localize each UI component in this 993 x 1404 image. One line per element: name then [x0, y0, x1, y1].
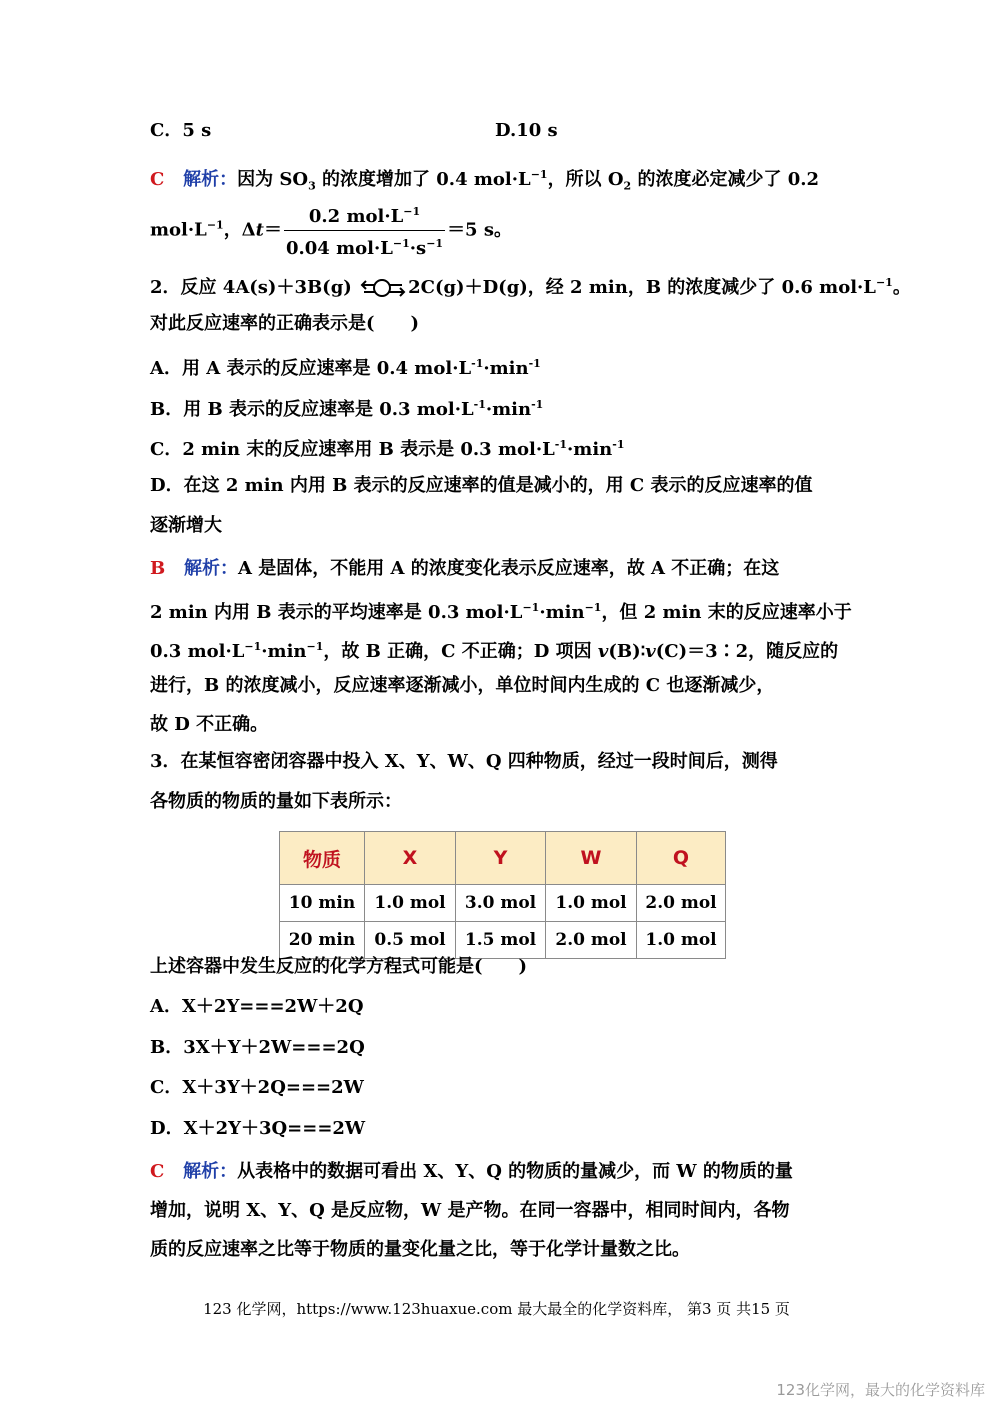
q2-option-b — [150, 393, 543, 422]
substance-amount-table — [279, 831, 726, 959]
q3-analysis-line2: 增加，说明 X、Y、Q 是反应物，W 是产物。在同一容器中，相同时间内，各物 — [150, 1200, 790, 1221]
superscript: -1 — [554, 438, 567, 451]
q2-analysis-line1 — [150, 557, 779, 581]
fraction-numerator — [284, 201, 445, 231]
subscript: 2 — [623, 179, 632, 193]
variable-v: v — [597, 641, 609, 662]
superscript: −1 — [244, 640, 262, 653]
text: ＝ — [263, 219, 282, 241]
q3-analysis-line1 — [150, 1160, 793, 1184]
variable-v: v — [645, 641, 656, 662]
table-header-cell: W — [546, 832, 637, 885]
text: 因为 SO — [237, 169, 309, 190]
q3-option-c: C．X＋3Y＋2Q===2W — [150, 1077, 364, 1098]
watermark: 123化学网，最大的化学资料库 — [776, 1381, 985, 1399]
q2-option-d-line1: D．在这 2 min 内用 B 表示的反应速率的值是减小的，用 C 表示的反应速率的值 — [150, 475, 813, 496]
fraction-denominator — [284, 231, 445, 260]
superscript: −1 — [875, 276, 893, 289]
q2-answer: B — [150, 558, 166, 579]
text: ·min — [567, 439, 613, 460]
superscript: -1 — [473, 398, 486, 411]
text: 2C(g)＋D(g)，经 2 min，B 的浓度减少了 0.6 mol·L — [408, 277, 876, 298]
reversible-arrow-icon — [358, 277, 408, 299]
q3-stem-line2: 各物质的物质的量如下表所示： — [150, 791, 402, 812]
table-row — [280, 922, 726, 959]
superscript: −1 — [584, 601, 602, 614]
text: ·min — [483, 358, 529, 379]
superscript: −1 — [403, 205, 421, 218]
q3-option-d: D．X＋2Y＋3Q===2W — [150, 1118, 366, 1139]
text: ，所以 O — [547, 169, 624, 190]
superscript: −1 — [530, 168, 548, 181]
q3-analysis-line3: 质的反应速率之比等于物质的量变化量之比，等于化学计量数之比。 — [150, 1239, 690, 1260]
table-cell: 2.0 mol — [546, 922, 637, 959]
q2-analysis-line4: 进行，B 的浓度减小，反应速率逐渐减小，单位时间内生成的 C 也逐渐减少， — [150, 675, 775, 696]
text: A 是固体，不能用 A 的浓度变化表示反应速率，故 A 不正确；在这 — [238, 558, 780, 579]
q3-stem-line1: 3．在某恒容密闭容器中投入 X、Y、W、Q 四种物质，经过一段时间后，测得 — [150, 751, 778, 772]
text: ，故 B 正确，C 不正确；D 项因 — [323, 641, 598, 662]
q2-analysis-line3 — [150, 635, 838, 664]
superscript: -1 — [531, 398, 544, 411]
text: ，Δ — [223, 219, 256, 241]
table-cell: 1.0 mol — [546, 885, 637, 922]
superscript: −1 — [392, 237, 410, 250]
superscript: −1 — [522, 601, 540, 614]
table-row — [280, 885, 726, 922]
text: 的浓度必定减少了 0.2 — [631, 169, 820, 190]
q3-question: 上述容器中发生反应的化学方程式可能是( ) — [150, 956, 528, 977]
q1-analysis-line1 — [150, 163, 819, 199]
q2-analysis-line5: 故 D 不正确。 — [150, 714, 269, 735]
q1-analysis-line2 — [150, 201, 512, 260]
q1-answer: C — [150, 169, 165, 190]
superscript: -1 — [471, 357, 484, 370]
q1-option-d: D.10 s — [495, 120, 558, 141]
text: C．2 min 末的反应速率用 B 表示是 0.3 mol·L — [150, 439, 555, 460]
text: 2．反应 4A(s)＋3B(g) — [150, 277, 352, 298]
table-header-row — [280, 832, 726, 885]
rate-fraction — [284, 201, 445, 260]
table-cell: 0.5 mol — [365, 922, 456, 959]
q2-stem-line2: 对此反应速率的正确表示是( ) — [150, 313, 420, 334]
subscript: 3 — [308, 179, 316, 193]
text: (B)∶ — [608, 641, 646, 662]
superscript: -1 — [528, 357, 541, 370]
table-cell: 3.0 mol — [456, 885, 546, 922]
table-cell: 1.0 mol — [637, 922, 726, 959]
table-header-cell: X — [365, 832, 456, 885]
text: 0.04 mol·L — [285, 238, 393, 259]
text: B．用 B 表示的反应速率是 0.3 mol·L — [150, 399, 474, 420]
text: ，但 2 min 末的反应速率小于 — [601, 602, 852, 623]
q1-analysis-label: 解析： — [183, 169, 238, 190]
text: (C)＝3∶2，随反应的 — [655, 641, 839, 662]
superscript: −1 — [206, 218, 224, 232]
table-cell: 1.0 mol — [365, 885, 456, 922]
q2-analysis-line2 — [150, 596, 852, 625]
q2-option-d-line2: 逐渐增大 — [150, 515, 222, 536]
q2-option-a — [150, 352, 541, 381]
q1-option-c: C．5 s — [150, 120, 212, 141]
text: mol·L — [150, 219, 207, 241]
q3-answer: C — [150, 1161, 165, 1182]
superscript: −1 — [426, 237, 444, 250]
text: 的浓度增加了 0.4 mol·L — [315, 169, 531, 190]
table-cell: 20 min — [280, 922, 365, 959]
page-footer: 123 化学网，https://www.123huaxue.com 最大最全的化学资料库， 第3 页 共15 页 — [203, 1300, 790, 1318]
text: A．用 A 表示的反应速率是 0.4 mol·L — [150, 358, 472, 379]
text: 2 min 内用 B 表示的平均速率是 0.3 mol·L — [150, 602, 523, 623]
table-header-cell: Q — [637, 832, 726, 885]
text: ·min — [539, 602, 585, 623]
text: 0.2 mol·L — [308, 206, 404, 227]
text: ·s — [409, 238, 427, 259]
table-header-cell: 物质 — [280, 832, 365, 885]
variable-t: t — [255, 219, 264, 241]
table-cell: 10 min — [280, 885, 365, 922]
text: ·min — [485, 399, 532, 420]
text: 。 — [892, 277, 911, 298]
text: 从表格中的数据可看出 X、Y、Q 的物质的量减少，而 W 的物质的量 — [237, 1161, 793, 1182]
q2-option-c — [150, 433, 624, 462]
table-cell: 1.5 mol — [456, 922, 546, 959]
q2-stem-line1 — [150, 271, 911, 300]
text: 0.3 mol·L — [150, 641, 245, 662]
superscript: -1 — [612, 438, 625, 451]
text: ·min — [261, 641, 307, 662]
text: ＝5 s。 — [447, 219, 512, 241]
q3-analysis-label: 解析： — [183, 1161, 238, 1182]
table-cell: 2.0 mol — [637, 885, 726, 922]
q3-option-b: B．3X＋Y＋2W===2Q — [150, 1037, 365, 1058]
superscript: −1 — [306, 640, 324, 653]
table-header-cell: Y — [456, 832, 546, 885]
q3-option-a: A．X＋2Y===2W＋2Q — [150, 996, 364, 1017]
q2-analysis-label: 解析： — [184, 558, 239, 579]
